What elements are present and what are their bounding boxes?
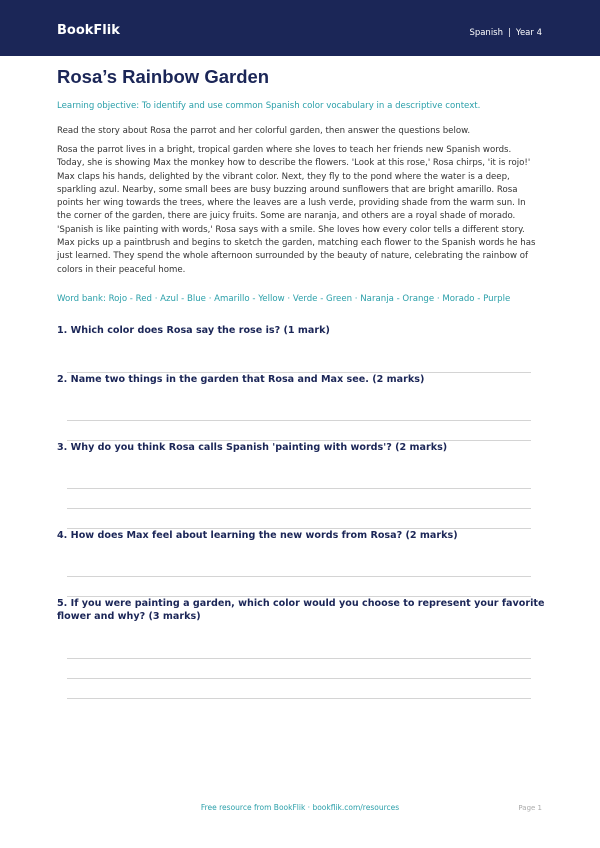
learning-objective: Learning objective: To identify and use common Spanish color vocabulary in a descriptive context.: [57, 101, 481, 111]
question-2: 2. Name two things in the garden that Rosa and Max see. (2 marks): [57, 374, 425, 385]
question-3: 3. Why do you think Rosa calls Spanish 'painting with words'? (2 marks): [57, 442, 448, 453]
answer-line[interactable]: [67, 488, 531, 489]
answer-line[interactable]: [67, 420, 531, 421]
page-title: Rosa’s Rainbow Garden: [57, 66, 270, 87]
question-4: 4. How does Max feel about learning the new words from Rosa? (2 marks): [57, 530, 458, 541]
answer-line[interactable]: [67, 658, 531, 659]
answer-line[interactable]: [67, 678, 531, 679]
page-header: [0, 0, 600, 56]
year-label: Year 4: [515, 28, 542, 38]
header-separator: |: [508, 28, 511, 38]
question-1: 1. Which color does Rosa say the rose is? (1 mark): [57, 325, 330, 336]
question-5: 5. If you were painting a garden, which color would you choose to represent your favorite flower and why? (3 marks): [57, 598, 545, 622]
instructions: Read the story about Rosa the parrot and her colorful garden, then answer the questions below.: [57, 126, 471, 136]
word-bank: Word bank: Rojo - Red · Azul - Blue · Amarillo - Yellow · Verde - Green · Naranja - Orange · Morado - Purple: [57, 294, 511, 304]
answer-line[interactable]: [67, 508, 531, 509]
answer-line[interactable]: [67, 576, 531, 577]
subject-label: Spanish: [469, 28, 504, 38]
subject-year-label: [469, 28, 542, 39]
footer-resource-link[interactable]: Free resource from BookFlik · bookflik.com/resources: [200, 803, 400, 812]
story-text: Rosa the parrot lives in a bright, tropical garden where she loves to teach her friends new Spanish words. Today, she is showing Max the monkey how to describe the flowers. 'Look at this rose,' Rosa chirps, 'it is rojo!' Max claps his hands, delighted by the vibrant color. Next, they fly to the pond where the water is a deep, sparkling azul. Nearby, some small bees are busy buzzing around sunflowers that are bright amarillo. Rosa points her wing towards the trees, where the leaves are a lush verde, providing shade from the warm sun. In the corner of the garden, there are juicy fruits. Some are naranja, and others are a royal shade of morado. 'Spanish is like painting with words,' Rosa says with a smile. She loves how every color tells a different story. Max picks up a paintbrush and begins to sketch the garden, matching each flower to the Spanish words he has just learned. They spend the whole afternoon surrounded by the beauty of nature, celebrating the rainbow of colors in their peaceful home.: [57, 145, 536, 275]
answer-line[interactable]: [67, 698, 531, 699]
page-number: Page 1: [518, 804, 542, 812]
brand-logo[interactable]: BookFlik: [57, 23, 120, 38]
